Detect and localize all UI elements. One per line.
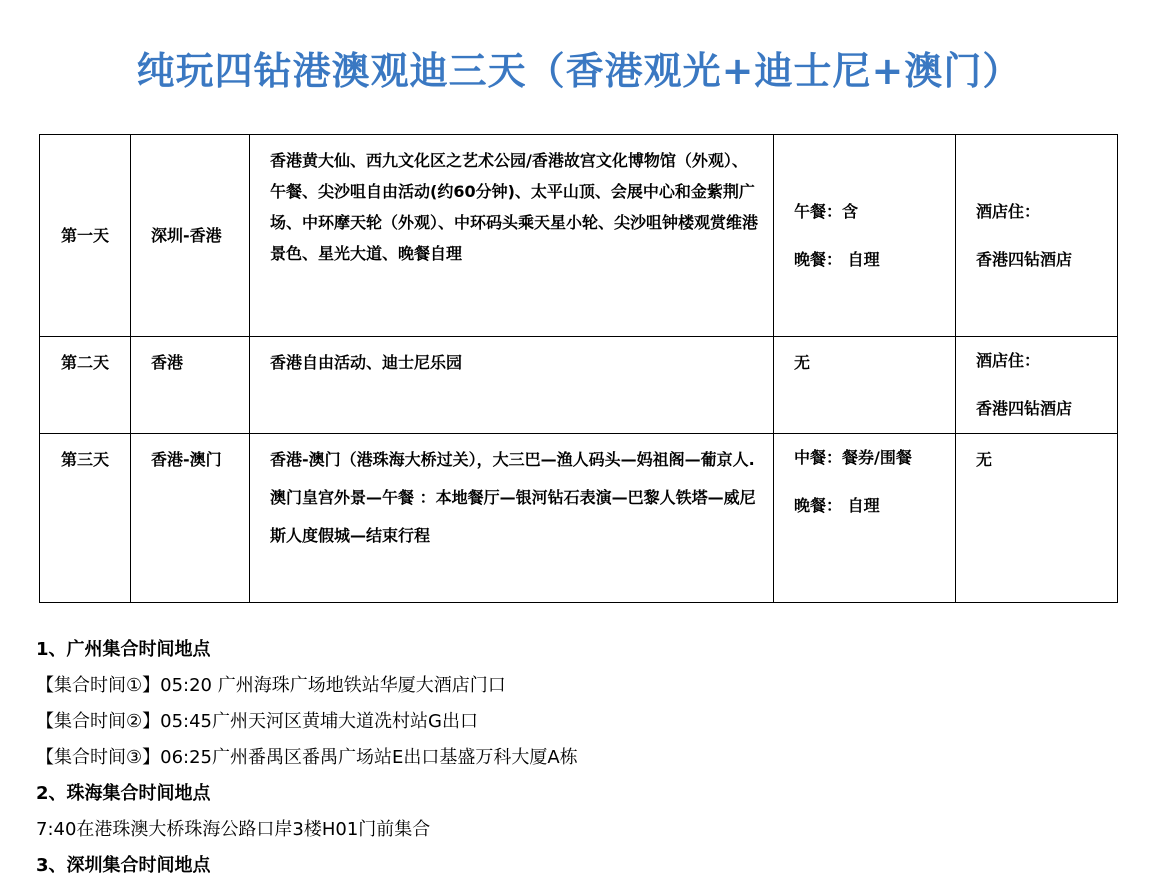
guangzhou-heading: 1、广州集合时间地点 bbox=[36, 639, 211, 660]
hotel-line: 酒店住： bbox=[976, 201, 1041, 221]
table-row bbox=[40, 434, 1118, 603]
route-cell bbox=[131, 135, 250, 337]
table-row bbox=[40, 337, 1118, 434]
page-title: 纯玩四钻港澳观迪三天（香港观光+迪士尼+澳门） bbox=[136, 49, 1022, 93]
table-row bbox=[40, 135, 1118, 337]
route-label: 深圳-香港 bbox=[151, 225, 222, 245]
hotel-line: 香港四钻酒店 bbox=[976, 249, 1073, 269]
day-cell bbox=[40, 135, 131, 337]
activities-cell bbox=[250, 434, 774, 603]
meeting-line: 7:40在港珠澳大桥珠海公路口岸3楼H01门前集合 bbox=[36, 819, 431, 840]
meeting-notes bbox=[36, 632, 1116, 884]
meals-cell bbox=[774, 434, 956, 603]
meal-line: 晚餐： 自理 bbox=[794, 496, 880, 515]
hotel-cell bbox=[956, 434, 1118, 603]
meal-line: 中餐：餐券/围餐 bbox=[794, 448, 912, 467]
route-cell bbox=[131, 337, 250, 434]
meeting-line: 【集合时间③】06:25广州番禺区番禺广场站E出口基盛万科大厦A栋 bbox=[36, 747, 578, 768]
day-cell bbox=[40, 434, 131, 603]
day-label: 第三天 bbox=[60, 450, 109, 469]
hotel-line: 无 bbox=[976, 450, 993, 469]
meals-cell bbox=[774, 337, 956, 434]
meal-line: 晚餐： 自理 bbox=[794, 249, 880, 269]
hotel-line: 香港四钻酒店 bbox=[976, 399, 1073, 418]
zhuhai-heading: 2、珠海集合时间地点 bbox=[36, 783, 211, 804]
activities-text: 香港-澳门（港珠海大桥过关），大三巴—渔人码头—妈祖阁—葡京人.澳门皇宫外景—午餐 ：本地餐厅—银河钻石表演—巴黎人铁塔—威尼斯人度假城—结束行程 bbox=[270, 450, 756, 545]
meal-line: 午餐：含 bbox=[794, 201, 859, 221]
route-label: 香港 bbox=[151, 353, 184, 372]
activities-cell bbox=[250, 337, 774, 434]
hotel-cell bbox=[956, 337, 1118, 434]
day-cell bbox=[40, 337, 131, 434]
activities-text: 香港黄大仙、西九文化区之艺术公园/香港故宫文化博物馆（外观）、午餐、尖沙咀自由活动(约60分钟)、太平山顶、会展中心和金紫荆广场、中环摩天轮（外观）、中环码头乘天星小轮、尖沙咀钟楼观赏维港景色、星光大道、晚餐自理 bbox=[270, 151, 759, 263]
meeting-line: 【集合时间①】05:20 广州海珠广场地铁站华厦大酒店门口 bbox=[36, 675, 506, 696]
hotel-line: 酒店住： bbox=[976, 351, 1041, 370]
activities-text: 香港自由活动、迪士尼乐园 bbox=[270, 353, 463, 372]
meal-line: 无 bbox=[794, 353, 811, 372]
route-label: 香港-澳门 bbox=[151, 450, 222, 469]
itinerary-table bbox=[39, 134, 1118, 603]
activities-cell bbox=[250, 135, 774, 337]
day-label: 第二天 bbox=[60, 353, 109, 372]
meals-cell bbox=[774, 135, 956, 337]
day-label: 第一天 bbox=[60, 225, 109, 245]
hotel-cell bbox=[956, 135, 1118, 337]
shenzhen-heading: 3、深圳集合时间地点 bbox=[36, 855, 211, 876]
route-cell bbox=[131, 434, 250, 603]
meeting-line: 【集合时间②】05:45广州天河区黄埔大道冼村站G出口 bbox=[36, 711, 478, 732]
